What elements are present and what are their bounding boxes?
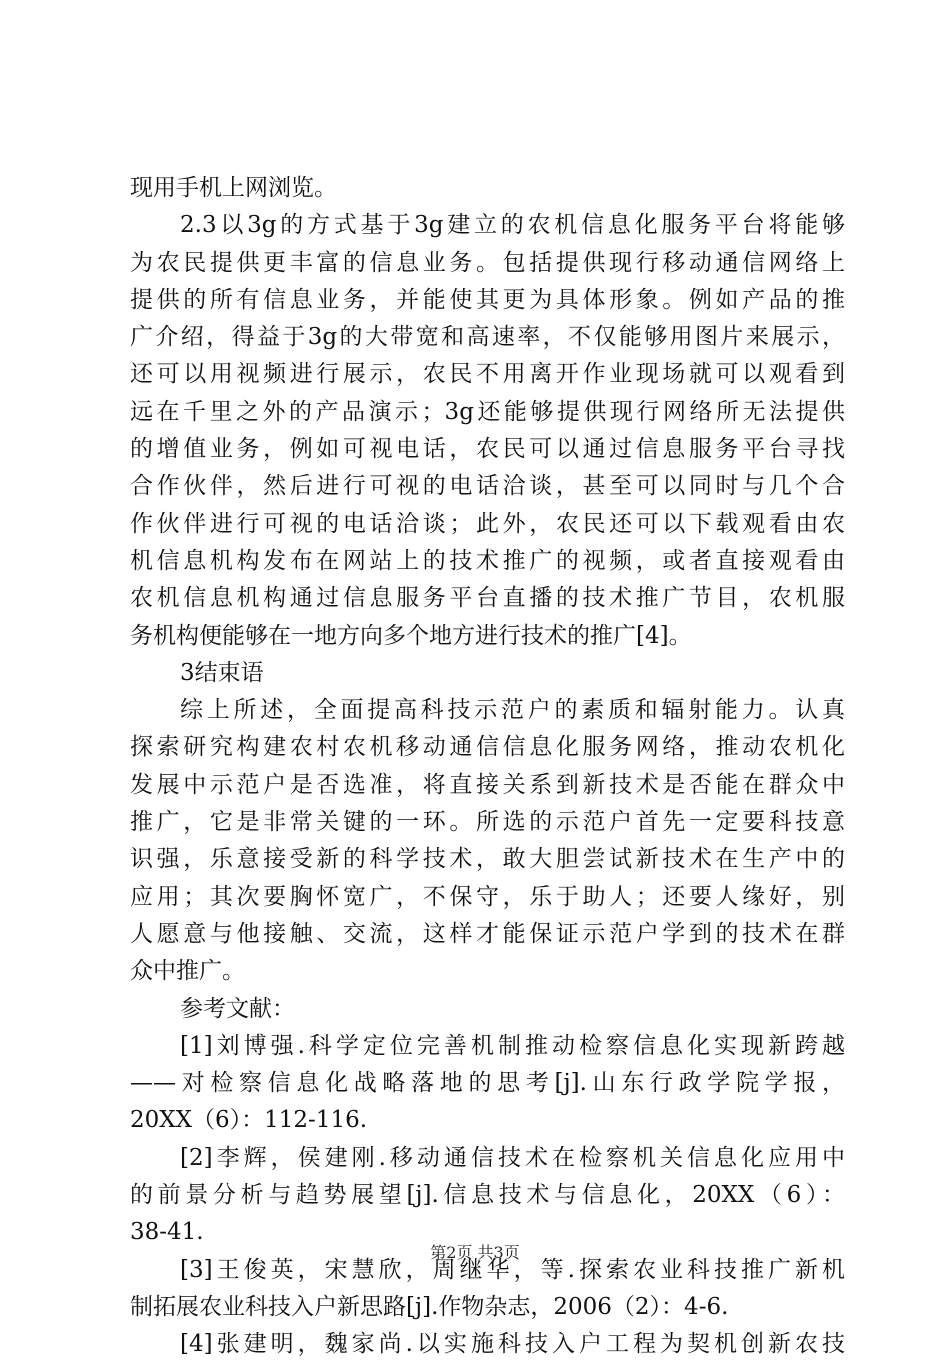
reference-line: ——对检察信息化战略落地的思考[j].山东行政学院学报， bbox=[130, 1070, 845, 1097]
reference-item: [2]李辉，侯建刚.移动通信技术在检察机关信息化应用中 bbox=[180, 1144, 845, 1171]
text-line: 现用手机上网浏览。 bbox=[130, 175, 337, 201]
body-text bbox=[130, 170, 845, 1364]
text-line: 务机构便能够在一地方向多个地方进行技术的推广[4]。 bbox=[130, 622, 692, 649]
text-line: 的增值业务，例如可视电话，农民可以通过信息服务平台寻找 bbox=[130, 436, 845, 463]
text-line: 发展中示范户是否选准，将直接关系到新技术是否能在群众中 bbox=[130, 771, 845, 798]
text-line: 众中推广。 bbox=[130, 958, 245, 985]
text-line: 人愿意与他接触、交流，这样才能保证示范户学到的技术在群 bbox=[130, 920, 845, 947]
text-line: 推广，它是非常关键的一环。所选的示范户首先一定要科技意 bbox=[130, 809, 845, 836]
text-line: 识强，乐意接受新的科学技术，敢大胆尝试新技术在生产中的 bbox=[130, 846, 845, 873]
reference-line: 制拓展农业科技入户新思路[j].作物杂志，2006（2）：4-6. bbox=[130, 1293, 729, 1320]
section-heading: 3结束语 bbox=[180, 659, 264, 686]
text-line: 为农民提供更丰富的信息业务。包括提供现行移动通信网络上 bbox=[130, 249, 845, 276]
text-line: 作伙伴进行可视的电话洽谈；此外，农民还可以下载观看由农 bbox=[130, 510, 845, 537]
reference-line: 38-41. bbox=[130, 1219, 204, 1246]
reference-item: [4]张建明，魏家尚.以实施科技入户工程为契机创新农技 bbox=[180, 1331, 845, 1358]
text-line: 农机信息机构通过信息服务平台直播的技术推广节目，农机服 bbox=[130, 585, 845, 612]
text-line: 应用；其次要胸怀宽广，不保守，乐于助人；还要人缘好，别 bbox=[130, 883, 845, 910]
reference-line: 的前景分析与趋势展望[j].信息技术与信息化，20XX（6）： bbox=[130, 1182, 845, 1209]
text-line: 广介绍，得益于3g的大带宽和高速率，不仅能够用图片来展示， bbox=[130, 324, 845, 351]
reference-item: [3]王俊英，宋慧欣，周继华，等.探索农业科技推广新机 bbox=[180, 1256, 845, 1283]
section-paragraph-start: 2.3以3g的方式基于3g建立的农机信息化服务平台将能够 bbox=[180, 212, 845, 239]
reference-item: [1]刘博强.科学定位完善机制推动检察信息化实现新跨越 bbox=[180, 1032, 845, 1059]
text-line: 探索研究构建农村农机移动通信信息化服务网络，推动农机化 bbox=[130, 734, 845, 761]
references-heading: 参考文献： bbox=[180, 995, 295, 1022]
conclusion-paragraph-start: 综上所述，全面提高科技示范户的素质和辐射能力。认真 bbox=[180, 697, 845, 724]
text-line: 机信息机构发布在网站上的技术推广的视频，或者直接观看由 bbox=[130, 547, 845, 574]
text-line: 提供的所有信息业务，并能使其更为具体形象。例如产品的推 bbox=[130, 286, 845, 313]
reference-line: 20XX（6）：112-116. bbox=[130, 1107, 368, 1134]
text-line: 还可以用视频进行展示，农民不用离开作业现场就可以观看到 bbox=[130, 361, 845, 388]
page-footer: 第2页 共3页 bbox=[430, 1243, 520, 1262]
text-line: 合作伙伴，然后进行可视的电话洽谈，甚至可以同时与几个合 bbox=[130, 473, 845, 500]
text-line: 远在千里之外的产品演示；3g还能够提供现行网络所无法提供 bbox=[130, 398, 845, 425]
